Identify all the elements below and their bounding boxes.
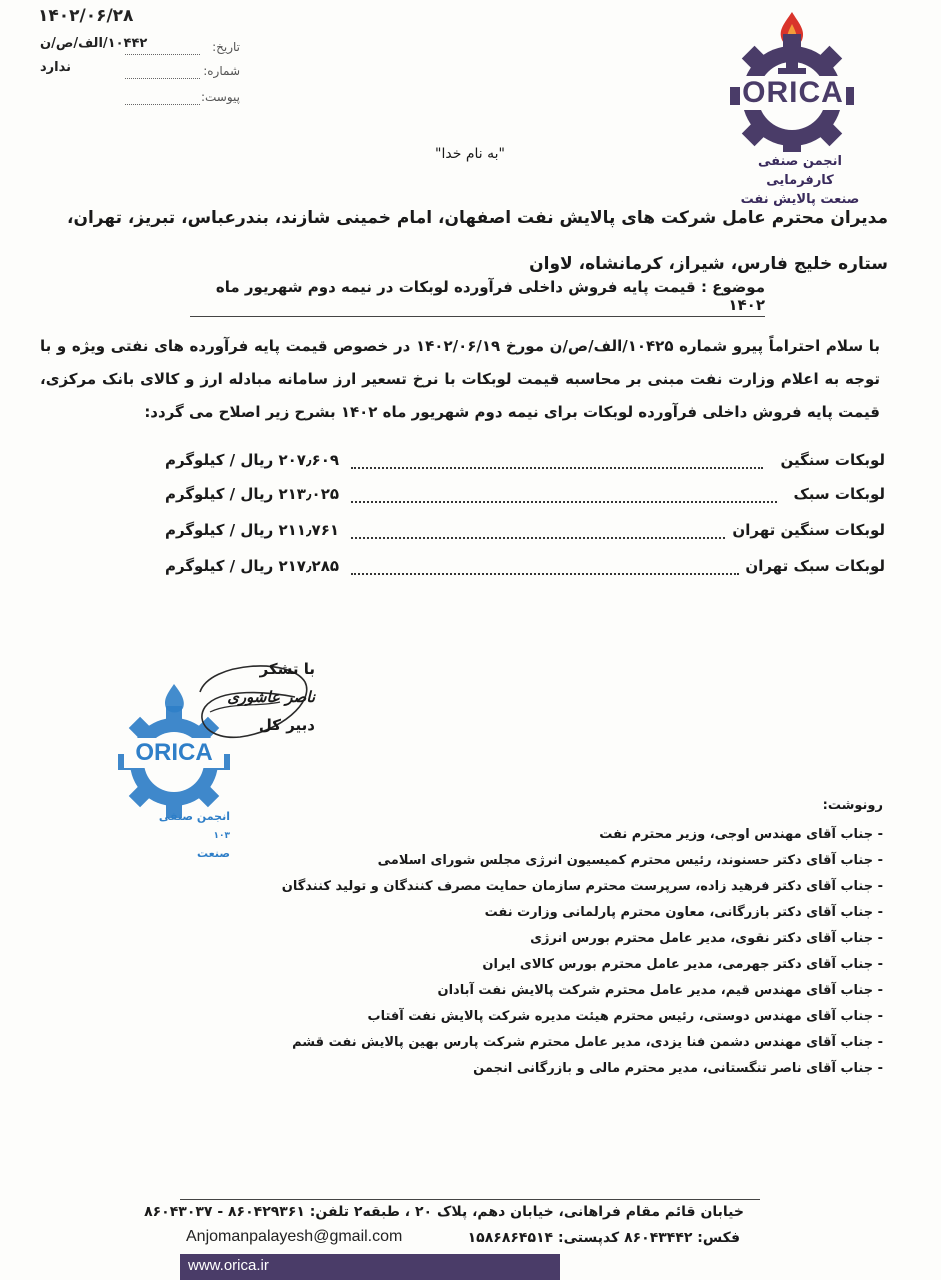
footer-website: www.orica.ir (188, 1257, 269, 1274)
footer-rule (180, 1199, 760, 1200)
cc-list (283, 822, 883, 1082)
price-dots (351, 501, 777, 503)
meta-number-value: ندارد (40, 60, 72, 75)
signature-title: دبیر کل (258, 716, 315, 734)
price-row (165, 481, 885, 515)
price-name: لوبکات سنگین (780, 451, 885, 469)
cc-item: - جناب آقای دکتر بازرگانی، معاون محترم پارلمانی وزارت نفت (484, 905, 883, 920)
signature-block (195, 655, 315, 739)
basmala: "به نام خدا" (435, 146, 505, 162)
cc-title: رونوشت: (822, 798, 883, 813)
meta-date-label: تاریخ: (212, 40, 240, 54)
stamp-caption-line1: انجمن صنفی (158, 810, 230, 823)
footer-email: Anjomanpalayesh@gmail.com (186, 1228, 403, 1245)
meta-number-label: شماره: (203, 64, 240, 78)
price-dots (351, 573, 739, 575)
price-name: لوبکات سبک (793, 485, 885, 503)
logo-caption-line2: صنعت پالایش نفت (740, 192, 860, 207)
meta-date-value: ۱۰۴۴۲/الف/ص/ن (40, 36, 148, 51)
handwritten-date: ۱۴۰۲/۰۶/۲۸ (38, 6, 134, 26)
cc-item: - جناب آقای ناصر تنگستانی، مدیر محترم مالی و بازرگانی انجمن (473, 1061, 883, 1076)
stamp-caption-line2: صنعت (197, 847, 230, 860)
logo-text: ORICA (742, 76, 844, 109)
signature-name: ناصر عاشوری (227, 688, 315, 706)
cc-item: - جناب آقای مهندس قیم، مدیر عامل محترم شرکت پالایش نفت آبادان (437, 983, 883, 998)
meta-number-line (125, 78, 200, 79)
body-paragraph: با سلام احتراماً پیرو شماره ۱۰۴۲۵/الف/ص/ن مورخ ۱۴۰۲/۰۶/۱۹ در خصوص قیمت پایه فرآورده های نفتی ویژه و با توجه به اعلام وزارت نفت مبنی بر محاسبه قیمت لوبکات با نرخ تسعیر ارز سامانه مبادله ارز و کالای بانک مرکزی، قیمت پایه فروش داخلی فرآورده لوبکات برای نیمه دوم شهریور ماه ۱۴۰۲ بشرح زیر اصلاح می گردد: (40, 337, 880, 421)
meta-attachment-label: پیوست: (200, 90, 240, 104)
cc-item: - جناب آقای دکتر نقوی، مدیر عامل محترم بورس انرژی (530, 931, 883, 946)
price-dots (351, 537, 725, 539)
price-row (165, 517, 885, 551)
price-name: لوبکات سنگین تهران (732, 521, 885, 539)
addressee: مدیران محترم عامل شرکت های پالایش نفت اصفهان، امام خمینی شازند، بندرعباس، تبریز، تهران، ستاره خلیج فارس، شیراز، کرمانشاه، لاوان (66, 208, 888, 274)
cc-item: - جناب آقای دکتر جهرمی، مدیر عامل محترم بورس کالای ایران (482, 957, 883, 972)
signature-closing: با تشکر (259, 660, 315, 678)
logo-text-box (740, 76, 846, 110)
stamp-caption (150, 808, 230, 863)
price-value: ۲۱۷٫۲۸۵ ریال / کیلوگرم (165, 557, 340, 575)
meta-date-line (125, 54, 200, 55)
price-value: ۲۱۳٫۰۲۵ ریال / کیلوگرم (165, 485, 340, 503)
cc-item: - جناب آقای مهندس دوستی، رئیس محترم هیئت مدیره شرکت پالایش نفت آفتاب (367, 1009, 883, 1024)
price-row (165, 447, 885, 481)
meta-number-row (40, 62, 240, 82)
cc-item: - جناب آقای دکتر حسنوند، رئیس محترم کمیسیون انرژی مجلس شورای اسلامی (377, 853, 883, 868)
stamp-text: ORICA (124, 738, 224, 768)
stamp-number: ۱۰۳ (213, 831, 230, 841)
price-value: ۲۱۱٫۷۶۱ ریال / کیلوگرم (165, 521, 340, 539)
meta-attachment-line (125, 104, 200, 105)
logo-caption-line1: انجمن صنفی کارفرمایی (757, 154, 843, 188)
cc-item: - جناب آقای مهندس دشمن فنا یزدی، مدیر عامل محترم شرکت پارس بهین پالایش نفت قشم (292, 1035, 883, 1050)
footer-fax: فکس: ۸۶۰۴۳۴۴۲ کدپستی: ۱۵۸۶۸۶۴۵۱۴ (467, 1230, 740, 1246)
cc-item: - جناب آقای دکتر فرهید زاده، سرپرست محترم سازمان حمایت مصرف کنندگان و تولید کنندگان (281, 879, 883, 894)
price-name: لوبکات سبک تهران (745, 557, 885, 575)
price-value: ۲۰۷٫۶۰۹ ریال / کیلوگرم (165, 451, 340, 469)
cc-item: - جناب آقای مهندس اوجی، وزیر محترم نفت (599, 827, 883, 842)
meta-attachment-row (40, 88, 240, 108)
subject-line: موضوع : قیمت پایه فروش داخلی فرآورده لوبکات در نیمه دوم شهریور ماه ۱۴۰۲ (190, 278, 765, 317)
price-row (165, 553, 885, 587)
meta-date-row (40, 38, 240, 58)
footer-address: خیابان قائم مقام فراهانی، خیابان دهم، پلاک ۲۰ ، طبقه۲ تلفن: ۸۶۰۴۲۹۳۶۱ - ۸۶۰۴۳۰۳۷ (144, 1204, 744, 1220)
price-dots (351, 467, 763, 469)
